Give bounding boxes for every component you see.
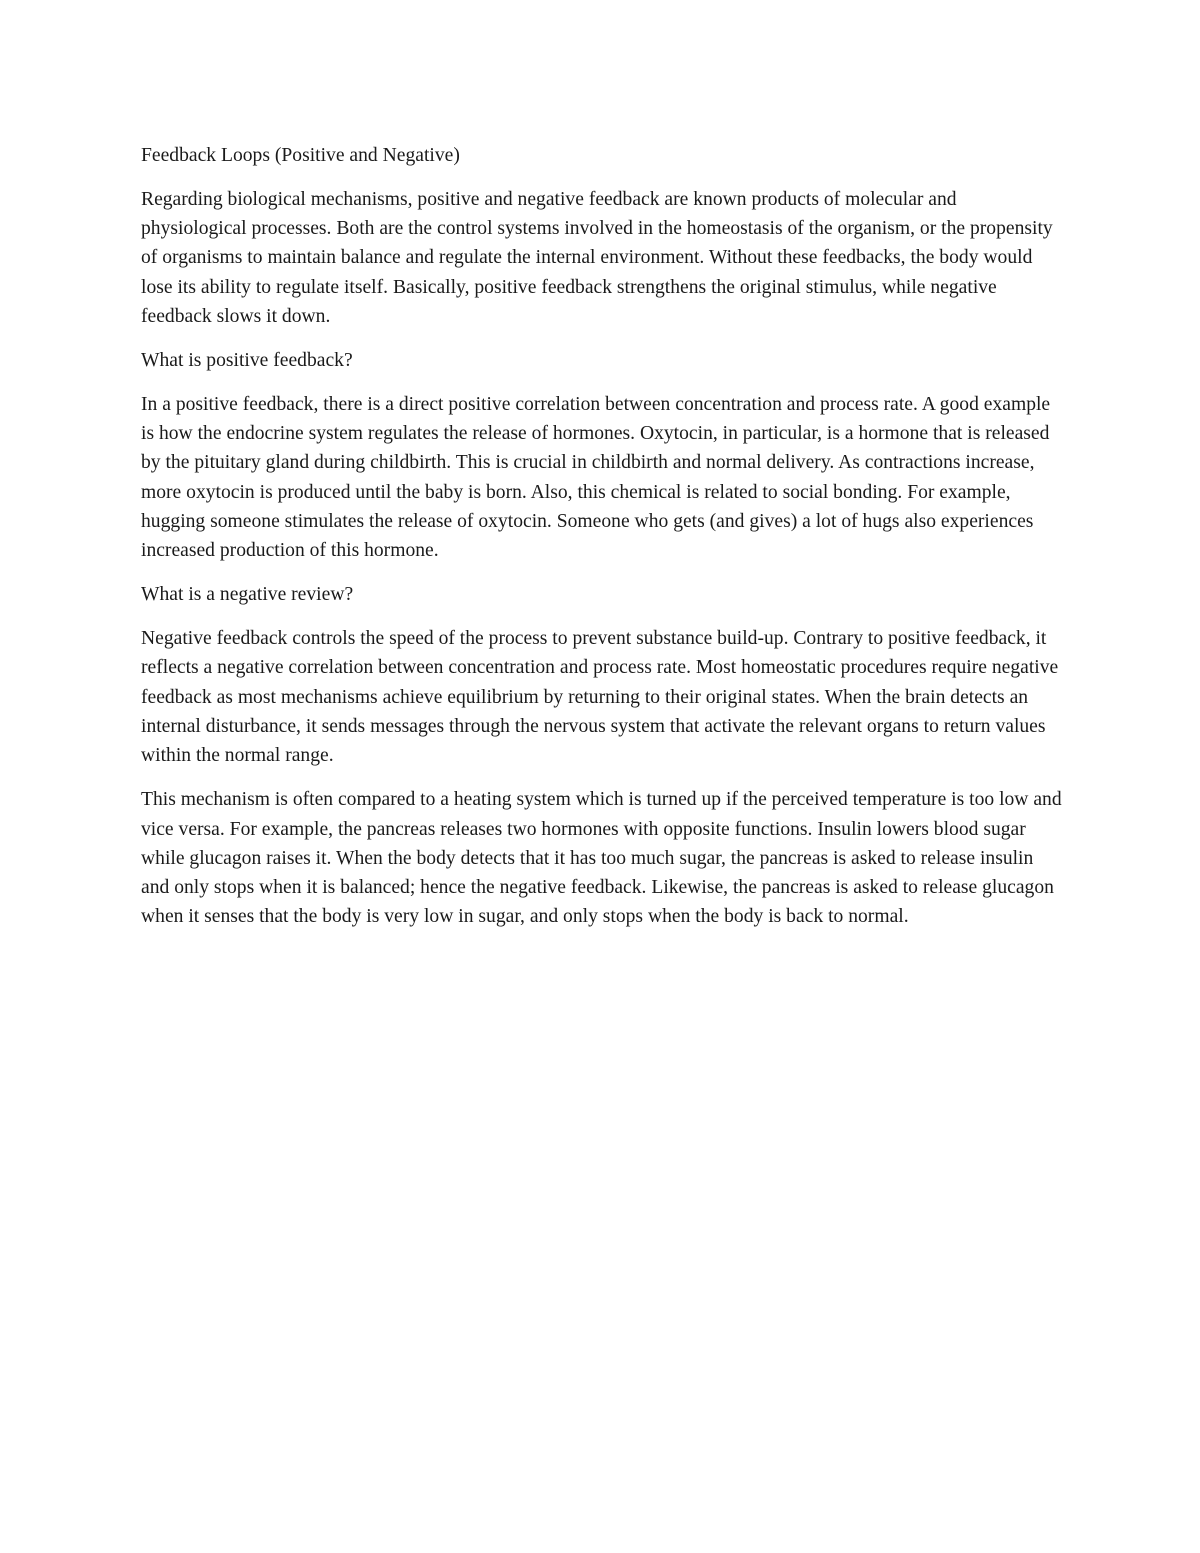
- negative-feedback-paragraph: Negative feedback controls the speed of the process to prevent substance build-up. Contrary to positive feedback, it reflects a negative correlation between concentration and process rate. Most homeostatic procedures require negative feedback as most mechanisms achieve equilibrium by returning to their original states. When the brain detects an internal disturbance, it sends messages through the nervous system that activate the relevant organs to return values within the normal range.: [141, 628, 1059, 767]
- document-title: Feedback Loops (Positive and Negative): [141, 145, 460, 166]
- heating-system-paragraph: This mechanism is often compared to a heating system which is turned up if the perceived temperature is too low and vice versa. For example, the pancreas releases two hormones with opposite functions. Insulin lowers blood sugar while glucagon raises it. When the body detects that it has too much sugar, the pancreas is asked to release insulin and only stops when it is balanced; hence the negative feedback. Likewise, the pancreas is asked to release glucagon when it senses that the body is very low in sugar, and only stops when the body is back to normal.: [141, 789, 1062, 928]
- positive-feedback-paragraph: In a positive feedback, there is a direct positive correlation between concentration and process rate. A good example is how the endocrine system regulates the release of hormones. Oxytocin, in particular, is a hormone that is released by the pituitary gland during childbirth. This is crucial in childbirth and normal delivery. As contractions increase, more oxytocin is produced until the baby is born. Also, this chemical is related to social bonding. For example, hugging someone stimulates the release of oxytocin. Someone who gets (and gives) a lot of hugs also experiences increased production of this hormone.: [141, 393, 1051, 562]
- negative-feedback-heading: What is a negative review?: [141, 584, 354, 606]
- document-body: [141, 141, 1063, 946]
- positive-feedback-heading: What is positive feedback?: [141, 349, 353, 371]
- intro-paragraph: Regarding biological mechanisms, positive and negative feedback are known products of molecular and physiological processes. Both are the control systems involved in the homeostasis of the organism, or the propensity of organisms to maintain balance and regulate the internal environment. Without these feedbacks, the body would lose its ability to regulate itself. Basically, positive feedback strengthens the original stimulus, while negative feedback slows it down.: [141, 188, 1053, 328]
